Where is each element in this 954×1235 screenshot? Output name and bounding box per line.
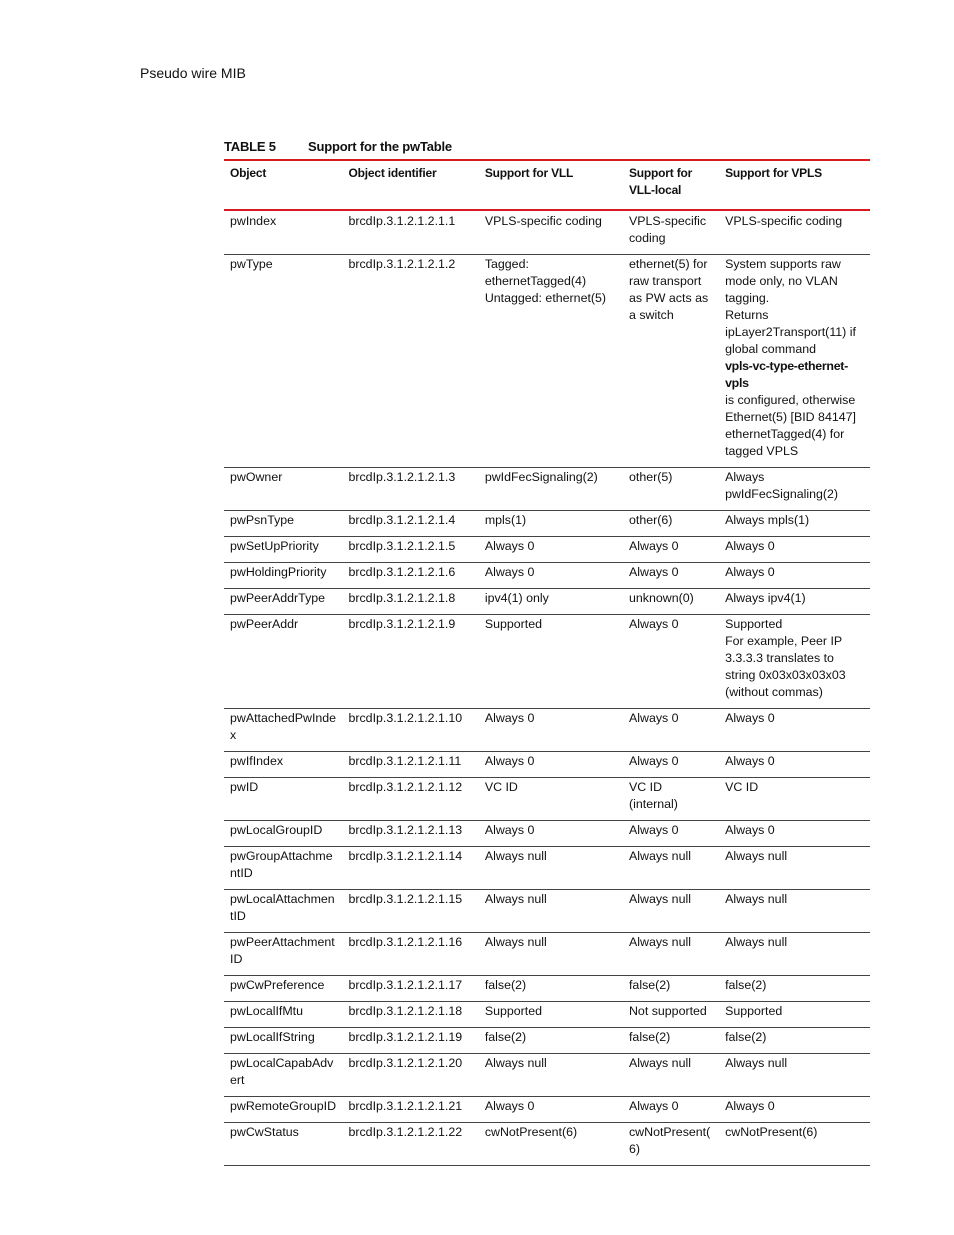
- table-cell: brcdIp.3.1.2.1.2.1.3: [342, 468, 478, 511]
- table-cell: brcdIp.3.1.2.1.2.1.21: [342, 1097, 478, 1123]
- table-cell: Always 0: [479, 1097, 623, 1123]
- table-cell: VPLS-specific coding: [719, 210, 870, 255]
- table-row: [224, 1002, 870, 1028]
- table-cell: VPLS-specific coding: [479, 210, 623, 255]
- table-cell: brcdIp.3.1.2.1.2.1.1: [342, 210, 478, 255]
- table-cell: VC ID (internal): [623, 778, 719, 821]
- table-row: [224, 752, 870, 778]
- running-head: Pseudo wire MIB: [140, 65, 246, 81]
- table-cell: brcdIp.3.1.2.1.2.1.16: [342, 933, 478, 976]
- table-row: [224, 847, 870, 890]
- table-cell: brcdIp.3.1.2.1.2.1.17: [342, 976, 478, 1002]
- table-row: [224, 615, 870, 709]
- table-cell: ethernet(5) for raw transport as PW acts as a switch: [623, 255, 719, 468]
- table-cell: Always 0: [623, 709, 719, 752]
- table-cell: VC ID: [479, 778, 623, 821]
- table-cell: false(2): [479, 1028, 623, 1054]
- table-cell: brcdIp.3.1.2.1.2.1.8: [342, 589, 478, 615]
- table-cell: pwCwStatus: [224, 1123, 342, 1166]
- table-row: [224, 1123, 870, 1166]
- table-cell: Always null: [479, 1054, 623, 1097]
- table-row: [224, 468, 870, 511]
- table-cell: VPLS-specific coding: [623, 210, 719, 255]
- table-cell: Supported: [479, 1002, 623, 1028]
- table-cell: pwLocalCapabAdvert: [224, 1054, 342, 1097]
- table-row: [224, 589, 870, 615]
- table-cell: false(2): [719, 976, 870, 1002]
- table-cell: brcdIp.3.1.2.1.2.1.4: [342, 511, 478, 537]
- table-cell: pwType: [224, 255, 342, 468]
- table-cell: Always 0: [719, 563, 870, 589]
- table-cell: pwLocalIfString: [224, 1028, 342, 1054]
- table-cell: unknown(0): [623, 589, 719, 615]
- table-cell: Always null: [623, 1054, 719, 1097]
- table-cell: cwNotPresent(6): [623, 1123, 719, 1166]
- vpls-note-line: Supported: [725, 617, 783, 631]
- table-cell: cwNotPresent(6): [479, 1123, 623, 1166]
- table-cell: pwOwner: [224, 468, 342, 511]
- table-cell: Always 0: [479, 537, 623, 563]
- table-cell: brcdIp.3.1.2.1.2.1.15: [342, 890, 478, 933]
- header-support-vpls: Support for VPLS: [719, 160, 870, 210]
- table-caption: [224, 139, 452, 154]
- vpls-note-line: Returns ipLayer2Transport(11) if global command: [725, 308, 856, 356]
- table-cell: Always null: [479, 933, 623, 976]
- table-cell: Always mpls(1): [719, 511, 870, 537]
- table-cell: false(2): [719, 1028, 870, 1054]
- table-cell: pwLocalIfMtu: [224, 1002, 342, 1028]
- table-cell: pwPeerAttachmentID: [224, 933, 342, 976]
- table-row: [224, 778, 870, 821]
- vpls-note-line: is configured, otherwise Ethernet(5) [BID 84147] ethernetTagged(4) for tagged VPLS: [725, 393, 856, 458]
- table-cell: false(2): [623, 976, 719, 1002]
- table-cell: brcdIp.3.1.2.1.2.1.12: [342, 778, 478, 821]
- table-row: [224, 563, 870, 589]
- table-cell: pwPeerAddr: [224, 615, 342, 709]
- table-cell: Always 0: [623, 615, 719, 709]
- table-cell: Always 0: [719, 1097, 870, 1123]
- table-cell: Always null: [719, 847, 870, 890]
- table-row: [224, 709, 870, 752]
- table-cell: Always 0: [479, 821, 623, 847]
- table-cell: brcdIp.3.1.2.1.2.1.19: [342, 1028, 478, 1054]
- header-support-vll: Support for VLL: [479, 160, 623, 210]
- table-number: TABLE 5: [224, 139, 276, 154]
- vpls-note-line: For example, Peer IP 3.3.3.3 translates to string 0x03x03x03x03 (without commas): [725, 634, 846, 699]
- table-cell: brcdIp.3.1.2.1.2.1.9: [342, 615, 478, 709]
- table-cell: Always 0: [623, 537, 719, 563]
- table-cell: brcdIp.3.1.2.1.2.1.10: [342, 709, 478, 752]
- table-cell: brcdIp.3.1.2.1.2.1.22: [342, 1123, 478, 1166]
- table-cell: false(2): [623, 1028, 719, 1054]
- table-cell: Always 0: [479, 752, 623, 778]
- table-cell: pwHoldingPriority: [224, 563, 342, 589]
- table-body: [224, 210, 870, 1166]
- table-cell: cwNotPresent(6): [719, 1123, 870, 1166]
- table-title: Support for the pwTable: [308, 139, 452, 154]
- table-row: [224, 255, 870, 468]
- table-cell: Supported: [719, 1002, 870, 1028]
- table-cell: brcdIp.3.1.2.1.2.1.11: [342, 752, 478, 778]
- table-row: [224, 1097, 870, 1123]
- table-row: [224, 210, 870, 255]
- table-cell: Always 0: [719, 752, 870, 778]
- table-cell: pwID: [224, 778, 342, 821]
- table-cell: Always null: [623, 890, 719, 933]
- table-cell: VC ID: [719, 778, 870, 821]
- table-cell: brcdIp.3.1.2.1.2.1.14: [342, 847, 478, 890]
- table-cell: Always ipv4(1): [719, 589, 870, 615]
- table-cell: false(2): [479, 976, 623, 1002]
- table-cell: Always 0: [623, 821, 719, 847]
- table-cell: Always 0: [719, 537, 870, 563]
- table-cell: Supported: [479, 615, 623, 709]
- table-cell: brcdIp.3.1.2.1.2.1.13: [342, 821, 478, 847]
- table-cell: brcdIp.3.1.2.1.2.1.20: [342, 1054, 478, 1097]
- table-cell: Always 0: [623, 752, 719, 778]
- table-cell: other(5): [623, 468, 719, 511]
- table-cell: brcdIp.3.1.2.1.2.1.5: [342, 537, 478, 563]
- table-cell-pwpeeraddr-vpls: [719, 615, 870, 709]
- table-cell: Always null: [623, 933, 719, 976]
- table-cell: Always null: [719, 933, 870, 976]
- table-cell: pwRemoteGroupID: [224, 1097, 342, 1123]
- table-row: [224, 976, 870, 1002]
- header-object: Object: [224, 160, 342, 210]
- table-cell: Tagged: ethernetTagged(4) Untagged: ethernet(5): [479, 255, 623, 468]
- table-cell: Always 0: [479, 709, 623, 752]
- table-row: [224, 1054, 870, 1097]
- table-row: [224, 933, 870, 976]
- table-cell: pwAttachedPwIndex: [224, 709, 342, 752]
- table-header: [224, 160, 870, 210]
- vpls-note-line: System supports raw mode only, no VLAN tagging.: [725, 257, 841, 305]
- table-cell: Always 0: [623, 1097, 719, 1123]
- table-row: [224, 890, 870, 933]
- table-cell: mpls(1): [479, 511, 623, 537]
- table-cell: ipv4(1) only: [479, 589, 623, 615]
- header-row: [224, 160, 870, 210]
- table-row: [224, 537, 870, 563]
- table-cell: Not supported: [623, 1002, 719, 1028]
- pwtable-support-table: [224, 159, 870, 1166]
- header-object-identifier: Object identifier: [342, 160, 478, 210]
- header-support-vll-local: Support for VLL-local: [623, 160, 719, 210]
- table-cell: pwPsnType: [224, 511, 342, 537]
- table-cell: Always 0: [479, 563, 623, 589]
- table-cell: brcdIp.3.1.2.1.2.1.2: [342, 255, 478, 468]
- table-row: [224, 821, 870, 847]
- table-cell: pwCwPreference: [224, 976, 342, 1002]
- table-cell: Always null: [623, 847, 719, 890]
- table-cell: pwLocalGroupID: [224, 821, 342, 847]
- table-cell: other(6): [623, 511, 719, 537]
- table-cell: pwIndex: [224, 210, 342, 255]
- table-cell: brcdIp.3.1.2.1.2.1.18: [342, 1002, 478, 1028]
- table-row: [224, 511, 870, 537]
- table-cell: Always null: [719, 890, 870, 933]
- table-cell: Always null: [479, 847, 623, 890]
- table-cell: Always pwIdFecSignaling(2): [719, 468, 870, 511]
- table-cell: Always 0: [719, 709, 870, 752]
- table-cell: Always null: [719, 1054, 870, 1097]
- table-row: [224, 1028, 870, 1054]
- table-cell: pwGroupAttachmentID: [224, 847, 342, 890]
- table-cell-pwtype-vpls: [719, 255, 870, 468]
- table-cell: Always 0: [719, 821, 870, 847]
- table-cell: Always 0: [623, 563, 719, 589]
- table-cell: pwLocalAttachmentID: [224, 890, 342, 933]
- table-cell: Always null: [479, 890, 623, 933]
- table-cell: pwSetUpPriority: [224, 537, 342, 563]
- table-cell: brcdIp.3.1.2.1.2.1.6: [342, 563, 478, 589]
- table-cell: pwPeerAddrType: [224, 589, 342, 615]
- table-cell: pwIfIndex: [224, 752, 342, 778]
- vpls-command: vpls-vc-type-ethernet-vpls: [725, 359, 848, 390]
- table-cell: pwIdFecSignaling(2): [479, 468, 623, 511]
